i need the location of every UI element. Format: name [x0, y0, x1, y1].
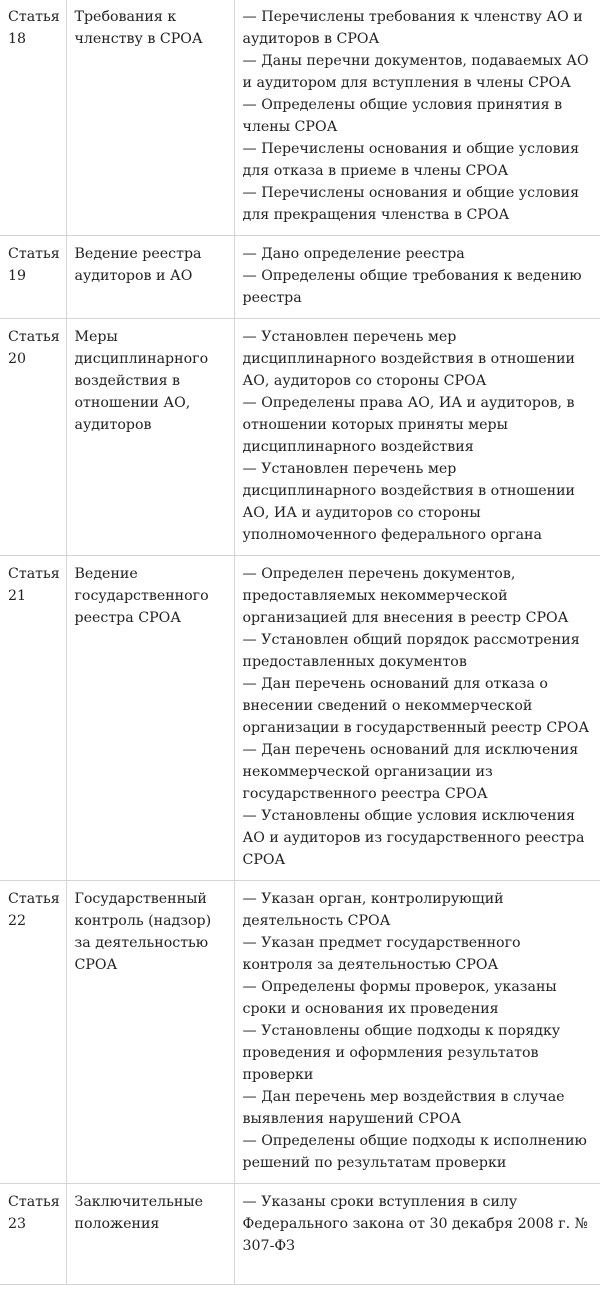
article-number-cell — [0, 236, 66, 319]
content-item: — Определен перечень документов, предоставляемых некоммерческой организацией для внесения в реестр СРОА — [242, 566, 569, 626]
article-number-cell — [0, 0, 66, 236]
content-item: — Установлен общий порядок рассмотрения предоставленных документов — [242, 632, 580, 670]
article-number: Статья 18 — [8, 9, 60, 47]
content-item: — Указан предмет государственного контроля за деятельностью СРОА — [242, 935, 521, 973]
article-number: Статья 22 — [8, 891, 60, 929]
article-title: Государственный контроль (надзор) за деятельностью СРОА — [74, 891, 212, 973]
content-item: — Определены общие подходы к исполнению решений по результатам проверки — [242, 1133, 587, 1171]
article-title-cell — [66, 0, 234, 236]
content-item: — Установлен перечень мер дисциплинарного воздействия в отношении АО, ИА и аудиторов со стороны уполномоченного федерального органа — [242, 461, 576, 543]
article-number-cell — [0, 881, 66, 1184]
article-number: Статья 21 — [8, 566, 60, 604]
table-row-article-22 — [0, 881, 600, 1184]
content-item: — Даны перечни документов, подаваемых АО и аудитором для вступления в члены СРОА — [242, 53, 589, 91]
article-title: Меры дисциплинарного воздействия в отношении АО, аудиторов — [74, 329, 209, 433]
table-row-article-18 — [0, 0, 600, 236]
table-row-article-19 — [0, 236, 600, 319]
article-title: Ведение государственного реестра СРОА — [74, 566, 209, 626]
article-title: Ведение реестра аудиторов и АО — [74, 246, 202, 284]
article-title: Требования к членству в СРОА — [74, 9, 203, 47]
content-item: — Определены формы проверок, указаны сроки и основания их проведения — [242, 979, 557, 1017]
article-title-cell — [66, 556, 234, 881]
article-number-cell — [0, 319, 66, 556]
content-item: — Установлен перечень мер дисциплинарного воздействия в отношении АО, аудиторов со стороны СРОА — [242, 329, 576, 389]
article-content-cell — [234, 1184, 600, 1285]
content-item: — Дан перечень оснований для исключения некоммерческой организации из государственного реестра СРОА — [242, 742, 579, 802]
article-title-cell — [66, 236, 234, 319]
cell-spacer — [243, 1257, 593, 1275]
article-content-cell — [234, 236, 600, 319]
article-number: Статья 19 — [8, 246, 60, 284]
article-number-cell — [0, 556, 66, 881]
content-item: — Установлены общие условия исключения АО и аудиторов из государственного реестра СРОА — [242, 808, 585, 868]
content-item: — Указан орган, контролирующий деятельность СРОА — [242, 891, 504, 929]
content-item: — Дан перечень мер воздействия в случае выявления нарушений СРОА — [242, 1089, 565, 1127]
article-content-cell — [234, 881, 600, 1184]
content-item: — Перечислены основания и общие условия для отказа в приеме в члены СРОА — [242, 141, 580, 179]
article-content-cell — [234, 0, 600, 236]
table-row-article-21 — [0, 556, 600, 881]
article-title-cell — [66, 319, 234, 556]
article-number: Статья 20 — [8, 329, 60, 367]
content-item: — Перечислены требования к членству АО и аудиторов в СРОА — [242, 9, 583, 47]
article-number: Статья 23 — [8, 1194, 60, 1232]
table-row-article-23 — [0, 1184, 600, 1285]
article-content-cell — [234, 319, 600, 556]
article-title: Заключительные положения — [74, 1194, 203, 1232]
article-title-cell — [66, 1184, 234, 1285]
content-item: — Дано определение реестра — [242, 246, 465, 262]
content-item: — Определены права АО, ИА и аудиторов, в отношении которых приняты меры дисциплинарного воздействия — [242, 395, 575, 455]
content-item: — Указаны сроки вступления в силу Федерального закона от 30 декабря 2008 г. № 307-ФЗ — [242, 1194, 589, 1254]
content-item: — Определены общие условия принятия в члены СРОА — [242, 97, 563, 135]
table-row-article-20 — [0, 319, 600, 556]
content-item: — Дан перечень оснований для отказа о внесении сведений о некоммерческой организации в государственный реестр СРОА — [242, 676, 590, 736]
article-content-cell — [234, 556, 600, 881]
content-item: — Перечислены основания и общие условия для прекращения членства в СРОА — [242, 185, 580, 223]
content-item: — Определены общие требования к ведению реестра — [242, 268, 582, 306]
content-item: — Установлены общие подходы к порядку проведения и оформления результатов проверки — [242, 1023, 561, 1083]
article-number-cell — [0, 1184, 66, 1285]
article-title-cell — [66, 881, 234, 1184]
